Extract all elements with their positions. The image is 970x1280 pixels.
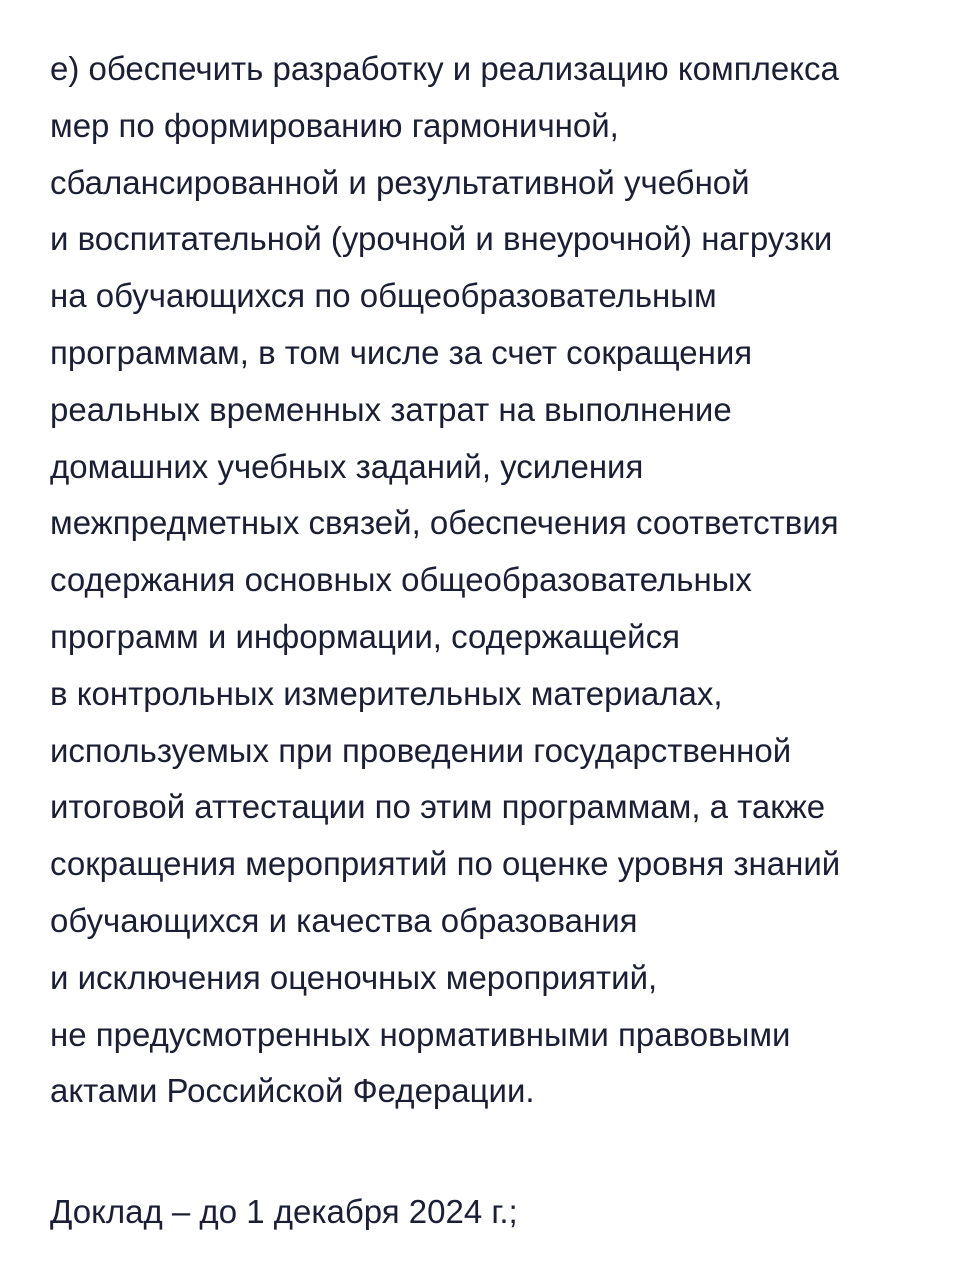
report-deadline: Доклад – до 1 декабря 2024 г.; xyxy=(50,1193,518,1230)
paragraph-line: используемых при проведении государственной xyxy=(50,731,792,769)
paragraph-line: программам, в том числе за счет сокращения xyxy=(50,333,753,371)
paragraph-line: актами Российской Федерации. xyxy=(50,1072,535,1110)
paragraph-line: в контрольных измерительных материалах, xyxy=(50,674,723,712)
paragraph-line: реальных временных затрат на выполнение xyxy=(50,390,732,428)
paragraph-line: обучающихся и качества образования xyxy=(50,901,638,939)
paragraph-line: межпредметных связей, обеспечения соответствия xyxy=(50,504,839,542)
paragraph-line: и воспитательной (урочной и внеурочной) нагрузки xyxy=(50,220,833,258)
paragraph-line: итоговой аттестации по этим программам, а также xyxy=(50,788,826,826)
paragraph-line: содержания основных общеобразовательных xyxy=(50,561,752,599)
paragraph-line: на обучающихся по общеобразовательным xyxy=(50,277,717,315)
paragraph-line: сокращения мероприятий по оценке уровня знаний xyxy=(50,845,841,883)
paragraph-line: домашних учебных заданий, усиления xyxy=(50,447,644,485)
paragraph-line: не предусмотренных нормативными правовыми xyxy=(50,1015,791,1053)
paragraph-line: программ и информации, содержащейся xyxy=(50,617,680,655)
paragraph-line: и исключения оценочных мероприятий, xyxy=(50,958,658,996)
paragraph-line: мер по формированию гармоничной, xyxy=(50,106,619,144)
paragraph-e xyxy=(50,41,950,1120)
paragraph-line: сбалансированной и результативной учебной xyxy=(50,163,750,201)
paragraph-line: е) обеспечить разработку и реализацию комплекса xyxy=(50,50,839,87)
